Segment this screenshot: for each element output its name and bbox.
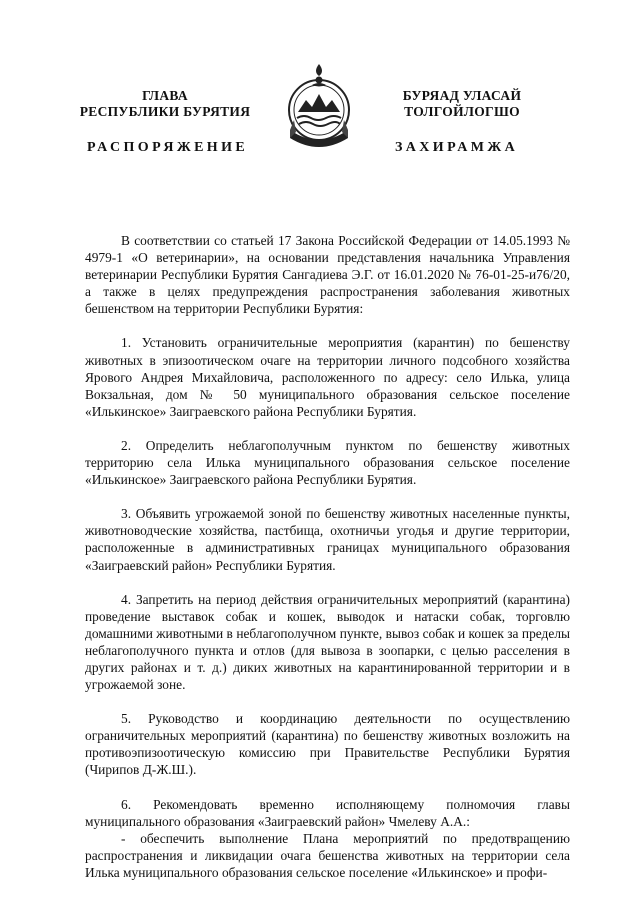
clause-6-subitem: - обеспечить выполнение Плана мероприятий по предотвращению распространения и ликвидации очага бешенства животных на территории села Илька муниципального образования сельское поселение «Илькинское» и профи- [85,830,570,880]
header-left-ru [55,88,275,120]
clause-6: 6. Рекомендовать временно исполняющему полномочия главы муниципального образования «Заиграевский район» Чмелеву А.А.: [85,796,570,829]
document-body [85,232,570,881]
header-right-line-1: БУРЯАД УЛАСАЙ [402,88,522,103]
document-type-ru: РАСПОРЯЖЕНИЕ [87,140,249,155]
buryatia-coat-of-arms-icon [282,60,356,152]
clause-1: 1. Установить ограничительные мероприятия (карантин) по бешенству животных в эпизоотическом очаге на территории личного подсобного хозяйства Ярового Андрея Михайловича, расположенного по адресу: село Илька, улица Вокзальная, дом № 50 муниципального образования сельское поселение «Илькинское» Заиграевского района Республики Бурятия. [85,335,570,419]
header-left-line-1: ГЛАВА [142,88,188,103]
clause-3: 3. Объявить угрожаемой зоной по бешенству животных населенные пункты, животноводческие хозяйства, пастбища, охотничьи угодья и другие территории, расположенные в административных границах муниципального образования «Заиграевский район» Республики Бурятия. [85,506,570,573]
document-type-bua: ЗАХИРАМЖА [395,140,519,155]
clause-4: 4. Запретить на период действия ограничительных мероприятий (карантина) проведение выставок собак и кошек, выводок и натаски собак, торговлю домашними животными в неблагополучном пункте, вывоз собак и кошек за пределы неблагополучного пункта и отлов (для вывоза в зоопарки, с целью расселения в других районах и т. д.) диких животных на карантинированной территории и в угрожаемой зоне. [85,591,570,693]
header-left-line-2: РЕСПУБЛИКИ БУРЯТИЯ [79,104,251,119]
clause-5: 5. Руководство и координацию деятельности по осуществлению ограничительных мероприятий (карантина) по бешенству животных возложить на противоэпизоотическую комиссию при Правительстве Республики Бурятия (Чирипов Д-Ж.Ш.). [85,711,570,778]
header-right-bua [352,88,572,120]
header-right-line-2: ТОЛГОЙЛОГШО [404,104,520,119]
clause-2: 2. Определить неблагополучным пунктом по бешенству животных территорию села Илька муниципального образования сельское поселение «Илькинское» Заиграевского района Республики Бурятия. [85,437,570,488]
preamble-paragraph: В соответствии со статьей 17 Закона Российской Федерации от 14.05.1993 № 4979-1 «О ветеринарии», на основании представления начальника Управления ветеринарии Республики Бурятия Сангадиева Э.Г. от 16.01.2020 № 76-01-25-и76/20, а также в целях предупреждения распространения заболевания животных бешенством на территории Республики Бурятия: [85,233,570,317]
